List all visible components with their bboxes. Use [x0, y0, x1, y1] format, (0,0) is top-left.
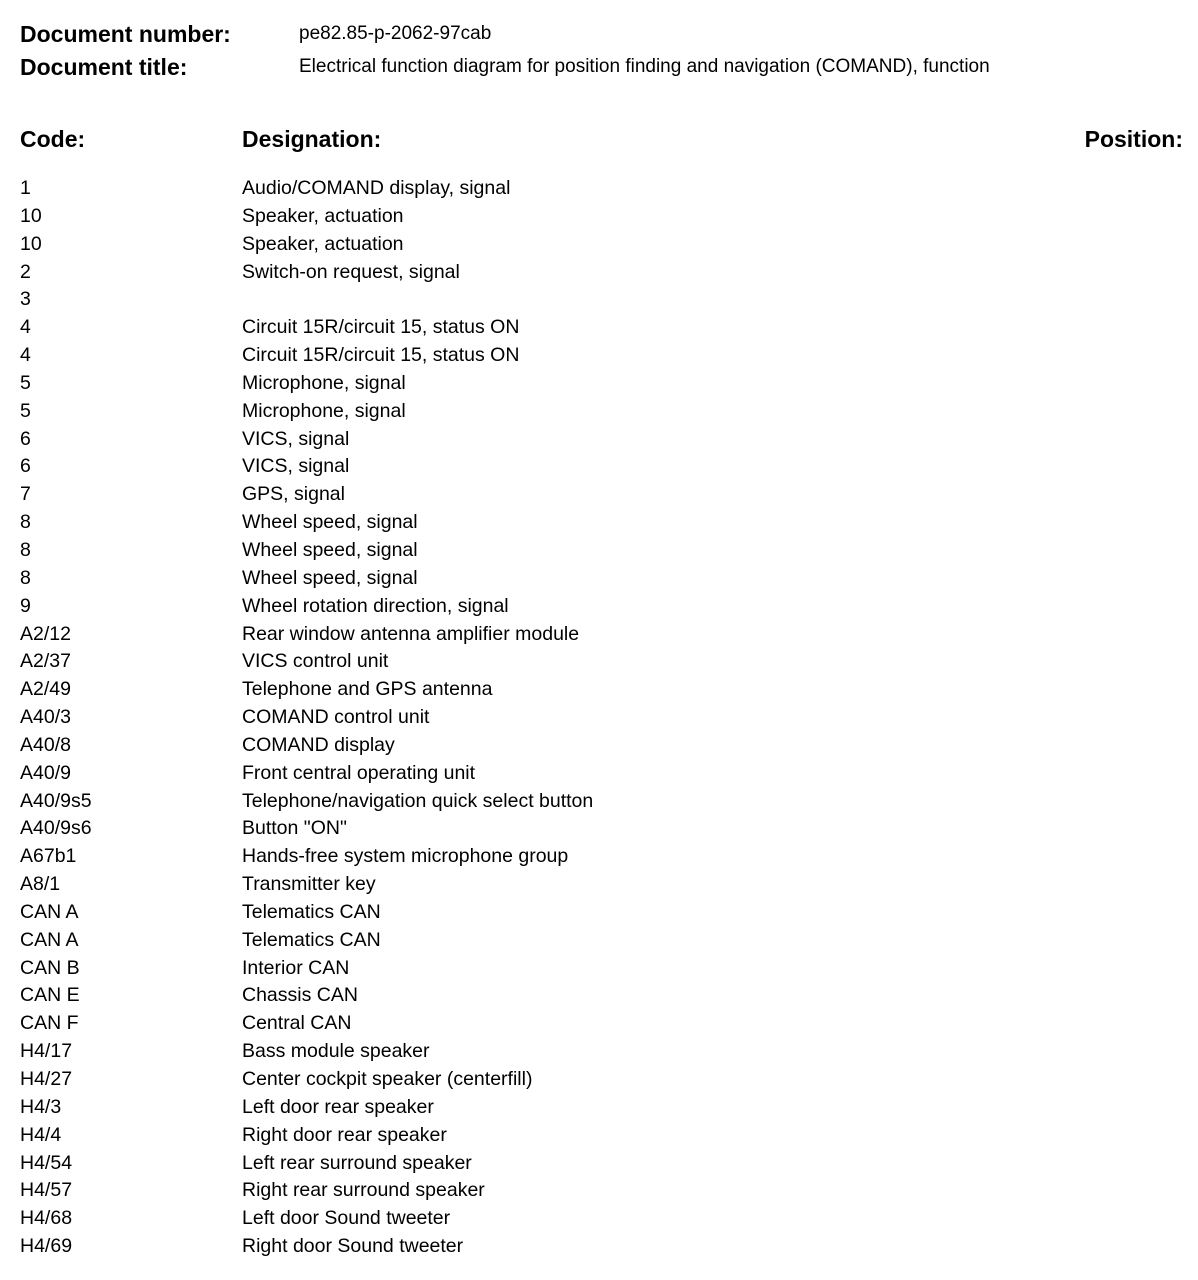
designation-cell: VICS, signal	[242, 455, 350, 478]
designation-cell: Speaker, actuation	[242, 232, 404, 255]
designation-cell: Speaker, actuation	[242, 204, 404, 227]
table-row	[0, 314, 1198, 342]
code-cell: 5	[20, 371, 31, 394]
designation-cell: Interior CAN	[242, 956, 350, 979]
designation-cell: Left rear surround speaker	[242, 1151, 472, 1174]
code-cell: CAN E	[20, 984, 80, 1007]
table-row	[0, 1150, 1198, 1178]
designation-cell: GPS, signal	[242, 483, 345, 506]
code-cell: A40/3	[20, 706, 71, 729]
designation-cell: Wheel speed, signal	[242, 511, 418, 534]
table-row	[0, 732, 1198, 760]
table-row	[0, 481, 1198, 509]
designation-cell: Telephone/navigation quick select button	[242, 789, 594, 812]
designation-cell: Chassis CAN	[242, 984, 358, 1007]
table-row	[0, 259, 1198, 287]
designation-cell: Microphone, signal	[242, 399, 406, 422]
designation-cell: Switch-on request, signal	[242, 260, 460, 283]
table-row	[0, 676, 1198, 704]
designation-cell: VICS control unit	[242, 650, 389, 673]
code-cell: A40/9	[20, 761, 71, 784]
code-cell: A40/9s5	[20, 789, 92, 812]
table-row	[0, 1205, 1198, 1233]
code-cell: A2/12	[20, 622, 71, 645]
table-row	[0, 1010, 1198, 1038]
table-row	[0, 426, 1198, 454]
code-cell: 5	[20, 399, 31, 422]
designation-cell: Right rear surround speaker	[242, 1179, 485, 1202]
designation-cell: Transmitter key	[242, 873, 376, 896]
table-row	[0, 621, 1198, 649]
document-number-label: Document number:	[20, 21, 231, 47]
table-row	[0, 565, 1198, 593]
document-title-label: Document title:	[20, 54, 188, 80]
table-row	[0, 1038, 1198, 1066]
code-cell: 4	[20, 344, 31, 367]
designation-cell: Wheel speed, signal	[242, 538, 418, 561]
code-cell: CAN A	[20, 900, 79, 923]
designation-cell: Left door Sound tweeter	[242, 1207, 451, 1230]
code-cell: 1	[20, 177, 31, 199]
table-row	[0, 453, 1198, 481]
table-row	[0, 982, 1198, 1010]
table-row	[0, 1094, 1198, 1122]
table-row	[0, 398, 1198, 426]
designation-cell: Rear window antenna amplifier module	[242, 622, 580, 645]
table-row	[0, 231, 1198, 259]
table-row	[0, 593, 1198, 621]
table-row	[0, 1233, 1198, 1261]
code-cell: H4/4	[20, 1123, 62, 1146]
designation-cell: Center cockpit speaker (centerfill)	[242, 1068, 533, 1090]
code-cell: 4	[20, 316, 31, 339]
table-row	[0, 203, 1198, 231]
designation-cell: Wheel speed, signal	[242, 566, 418, 589]
code-cell: 8	[20, 511, 31, 534]
document-number-value: pe82.85-p-2062-97cab	[299, 23, 492, 44]
designation-cell: COMAND control unit	[242, 706, 430, 729]
code-table	[0, 175, 1198, 1261]
code-column-header: Code:	[20, 126, 86, 152]
table-row	[0, 927, 1198, 955]
code-cell: H4/17	[20, 1040, 73, 1063]
designation-cell: Front central operating unit	[242, 761, 476, 784]
position-column-header: Position:	[1084, 126, 1183, 152]
code-cell: H4/57	[20, 1179, 73, 1202]
designation-cell: Circuit 15R/circuit 15, status ON	[242, 316, 520, 339]
designation-cell: Telematics CAN	[242, 928, 381, 951]
table-row	[0, 843, 1198, 871]
designation-cell: Microphone, signal	[242, 371, 406, 394]
designation-cell: Wheel rotation direction, signal	[242, 594, 509, 617]
designation-cell: Circuit 15R/circuit 15, status ON	[242, 344, 520, 367]
code-cell: 10	[20, 204, 42, 227]
designation-cell: Right door Sound tweeter	[242, 1235, 464, 1258]
table-row	[0, 760, 1198, 788]
code-cell: A8/1	[20, 873, 61, 896]
code-cell: 3	[20, 288, 31, 311]
document-number-row	[20, 19, 1180, 49]
table-row	[0, 704, 1198, 732]
table-row	[0, 815, 1198, 843]
code-cell: H4/68	[20, 1207, 73, 1230]
table-row	[0, 286, 1198, 314]
table-row	[0, 871, 1198, 899]
code-cell: CAN B	[20, 956, 80, 979]
document-title-row	[20, 52, 1180, 82]
code-cell: H4/3	[20, 1095, 62, 1118]
code-cell: 8	[20, 566, 31, 589]
designation-cell: Right door rear speaker	[242, 1123, 447, 1146]
designation-cell: VICS, signal	[242, 427, 350, 450]
designation-cell: Central CAN	[242, 1012, 352, 1035]
code-cell: CAN F	[20, 1012, 79, 1035]
code-cell: A40/8	[20, 733, 71, 756]
designation-cell: Left door rear speaker	[242, 1095, 434, 1118]
code-cell: H4/27	[20, 1068, 73, 1090]
table-row	[0, 370, 1198, 398]
code-cell: A40/9s6	[20, 817, 92, 840]
code-cell: 10	[20, 232, 42, 255]
table-row	[0, 648, 1198, 676]
table-row	[0, 1177, 1198, 1205]
table-row	[0, 509, 1198, 537]
table-row	[0, 537, 1198, 565]
code-cell: A2/37	[20, 650, 71, 673]
code-cell: A67b1	[20, 845, 77, 868]
designation-cell: COMAND display	[242, 733, 395, 756]
code-cell: A2/49	[20, 678, 71, 701]
table-row	[0, 899, 1198, 927]
code-cell: CAN A	[20, 928, 79, 951]
table-row	[0, 1066, 1198, 1094]
table-row	[0, 788, 1198, 816]
designation-column-header: Designation:	[242, 126, 382, 152]
code-cell: 7	[20, 483, 31, 506]
designation-cell: Telematics CAN	[242, 900, 381, 923]
designation-cell: Bass module speaker	[242, 1040, 430, 1063]
code-cell: H4/69	[20, 1235, 73, 1258]
table-row	[0, 342, 1198, 370]
code-cell: 2	[20, 260, 31, 283]
code-cell: 9	[20, 594, 31, 617]
table-row	[0, 175, 1198, 203]
designation-cell: Button "ON"	[242, 817, 347, 840]
table-row	[0, 955, 1198, 983]
designation-cell: Telephone and GPS antenna	[242, 678, 493, 701]
designation-cell: Hands-free system microphone group	[242, 845, 569, 868]
code-cell: H4/54	[20, 1151, 73, 1174]
table-row	[0, 1122, 1198, 1150]
code-cell: 8	[20, 538, 31, 561]
designation-cell: Audio/COMAND display, signal	[242, 177, 511, 199]
code-cell: 6	[20, 427, 31, 450]
document-title-value: Electrical function diagram for position finding and navigation (COMAND), function	[299, 56, 990, 77]
code-cell: 6	[20, 455, 31, 478]
